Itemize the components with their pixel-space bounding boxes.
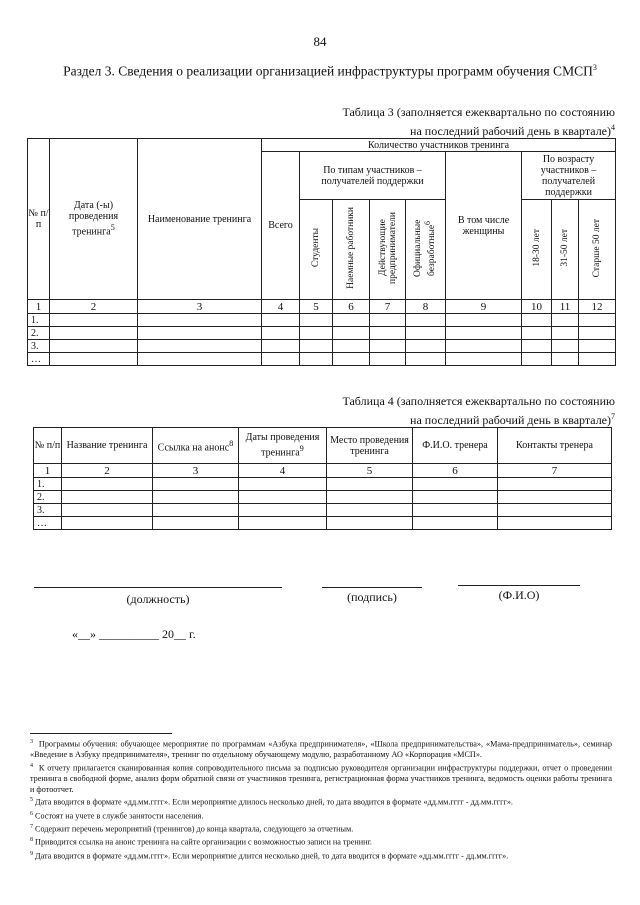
table3-header-total: Всего: [262, 152, 300, 300]
table3-colnum: 9: [446, 300, 522, 314]
section-title-footnote-ref: 3: [592, 63, 597, 72]
table4-header-dates: Даты проведения тренинга$^9$: [239, 428, 327, 464]
signature-line: [322, 587, 422, 588]
row-label: 2.: [34, 491, 62, 504]
fio-line: [458, 585, 580, 586]
table4-colnum: 5: [327, 464, 413, 478]
table3-header-age-18-30: 18-30 лет: [522, 200, 552, 300]
table3-colnum: 8: [406, 300, 446, 314]
table3-colnum: 1: [28, 300, 50, 314]
page-number: 84: [313, 34, 327, 49]
table3-header-by-age: По возрасту участников – получателей поддержки: [522, 152, 616, 200]
table-row: [34, 504, 612, 517]
table3-colnum: 5: [300, 300, 333, 314]
table4-header-no: № п/п: [34, 428, 62, 464]
table3-colnum: 2: [50, 300, 138, 314]
table3-colnum: 12: [579, 300, 616, 314]
fio-label: (Ф.И.О): [498, 588, 540, 602]
table3-column-numbers: [28, 300, 616, 314]
footnote: $^8$ Приводится ссылка на анонс тренинга на сайте организации с возможностью записи на тренинг.: [30, 837, 372, 848]
section-title-text: Раздел 3. Сведения о реализации организацией инфраструктуры программ обучения СМСП: [63, 63, 593, 79]
date-line: «__» __________ 20__ г.: [72, 627, 196, 641]
table4-caption: [342, 393, 615, 428]
table3-colnum: 11: [552, 300, 579, 314]
footnote: $^9$ Дата вводится в формате «дд.мм.гггг». Если мероприятие длится несколько дней, то дата вводится в формате «дд.мм.гггг - дд.мм.гггг».: [30, 850, 509, 861]
table-row: [28, 327, 616, 340]
table4-header-place: Место проведения тренинга: [327, 428, 413, 464]
table3-header-date: Дата (-ы) проведения тренинга$^5$: [50, 139, 138, 300]
row-label: 3.: [28, 340, 50, 353]
section-title: [40, 63, 620, 80]
footnote: $^3$ Программы обучения: обучающее мероприятие по программам «Азбука предпринимателя», «Школа предпринимательства», «Мама-предприниматель», семинар «Введение в Азбуку предпринимателя», тренинг по отдельному обучающему модулю, разработанному АО «Корпорация «МСП».: [30, 739, 613, 760]
table3-caption-line2: на последний рабочий день в квартале)$^4$: [410, 123, 615, 138]
table3-header-women: В том числе женщины: [446, 152, 522, 300]
position-line: [34, 587, 282, 588]
table3-unemployed-footnote-ref: 6: [423, 220, 433, 225]
table3-colnum: 4: [262, 300, 300, 314]
footnote: $^6$ Состоят на учете в службе занятости населения.: [30, 810, 204, 821]
row-label: 1.: [34, 478, 62, 491]
table3-header-unemployed: Официальные безработные$^6$: [406, 200, 446, 300]
table-row: [28, 314, 616, 327]
table4-colnum: 2: [62, 464, 153, 478]
footnote: $^7$ Содержит перечень мероприятий (тренингов) до конца квартала, следующего за отчетным.: [30, 824, 354, 834]
table4: [33, 427, 612, 530]
signature-label: (подпись): [347, 590, 397, 604]
table3-header-by-type: По типам участников – получателей поддержки: [300, 152, 446, 200]
table3-caption: [342, 104, 615, 139]
table4-header-name: Название тренинга: [62, 428, 153, 464]
table4-link-footnote-ref: 8: [229, 438, 234, 448]
table3-caption-line1: Таблица 3 (заполняется ежеквартально по состоянию: [342, 105, 615, 119]
table3-colnum: 7: [370, 300, 406, 314]
table3-header-no: № п/ п: [28, 139, 50, 300]
table4-caption-footnote-ref: 7: [611, 412, 615, 421]
table3-header-employees: Наемные работники: [333, 200, 370, 300]
table-row: [34, 517, 612, 530]
table3-caption-footnote-ref: 4: [611, 123, 615, 132]
table4-colnum: 1: [34, 464, 62, 478]
table-row: [28, 353, 616, 366]
position-label: (должность): [126, 592, 190, 606]
table-row: [28, 340, 616, 353]
table4-colnum: 6: [413, 464, 498, 478]
table4-colnum: 3: [153, 464, 239, 478]
table3-colnum: 10: [522, 300, 552, 314]
table3-header-age-31-50: 31-50 лет: [552, 200, 579, 300]
table4-header-contacts: Контакты тренера: [498, 428, 612, 464]
table3-colnum: 6: [333, 300, 370, 314]
table3-header-entrepreneurs: Действующие предприниматели: [370, 200, 406, 300]
table3-colnum: 3: [138, 300, 262, 314]
table3-header-students: Студенты: [300, 200, 333, 300]
footnote-separator: [30, 733, 172, 734]
row-label: 3.: [34, 504, 62, 517]
row-label: 1.: [28, 314, 50, 327]
table4-column-numbers: [34, 464, 612, 478]
table4-colnum: 7: [498, 464, 612, 478]
table4-caption-line1: Таблица 4 (заполняется ежеквартально по состоянию: [342, 394, 615, 408]
table4-header-trainer: Ф.И.О. тренера: [413, 428, 498, 464]
row-label: …: [34, 517, 62, 530]
row-label: …: [28, 353, 50, 366]
table-row: [34, 491, 612, 504]
table3-date-footnote-ref: 5: [110, 223, 115, 233]
table3: [27, 138, 616, 366]
table4-caption-line2: на последний рабочий день в квартале)$^7$: [410, 412, 615, 427]
row-label: 2.: [28, 327, 50, 340]
table3-header-count: Количество участников тренинга: [262, 139, 616, 152]
table4-colnum: 4: [239, 464, 327, 478]
footnote: $^5$ Дата вводится в формате «дд.мм.гггг». Если мероприятие длилось несколько дней, то дата вводится в формате «дд.мм.гггг - дд.мм.гггг».: [30, 797, 513, 808]
footnote: $^4$ К отчету прилагается сканированная копия сопроводительного письма за подписью руководителя организации инфраструктуры поддержки, отчет о проведении тренинга в свободной форме, анализ форм обратной связи от участников тренинга, регистрационная форма участников тренинга, ведомость оценки работы тренинга и фотоотчет.: [30, 762, 612, 794]
footnotes: [30, 737, 612, 862]
table3-header-name: Наименование тренинга: [138, 139, 262, 300]
table3-header-age-50-plus: Старше 50 лет: [579, 200, 616, 300]
table4-dates-footnote-ref: 9: [299, 444, 304, 454]
table-row: [34, 478, 612, 491]
table4-header-link: Ссылка на анонс$^8$: [153, 428, 239, 464]
